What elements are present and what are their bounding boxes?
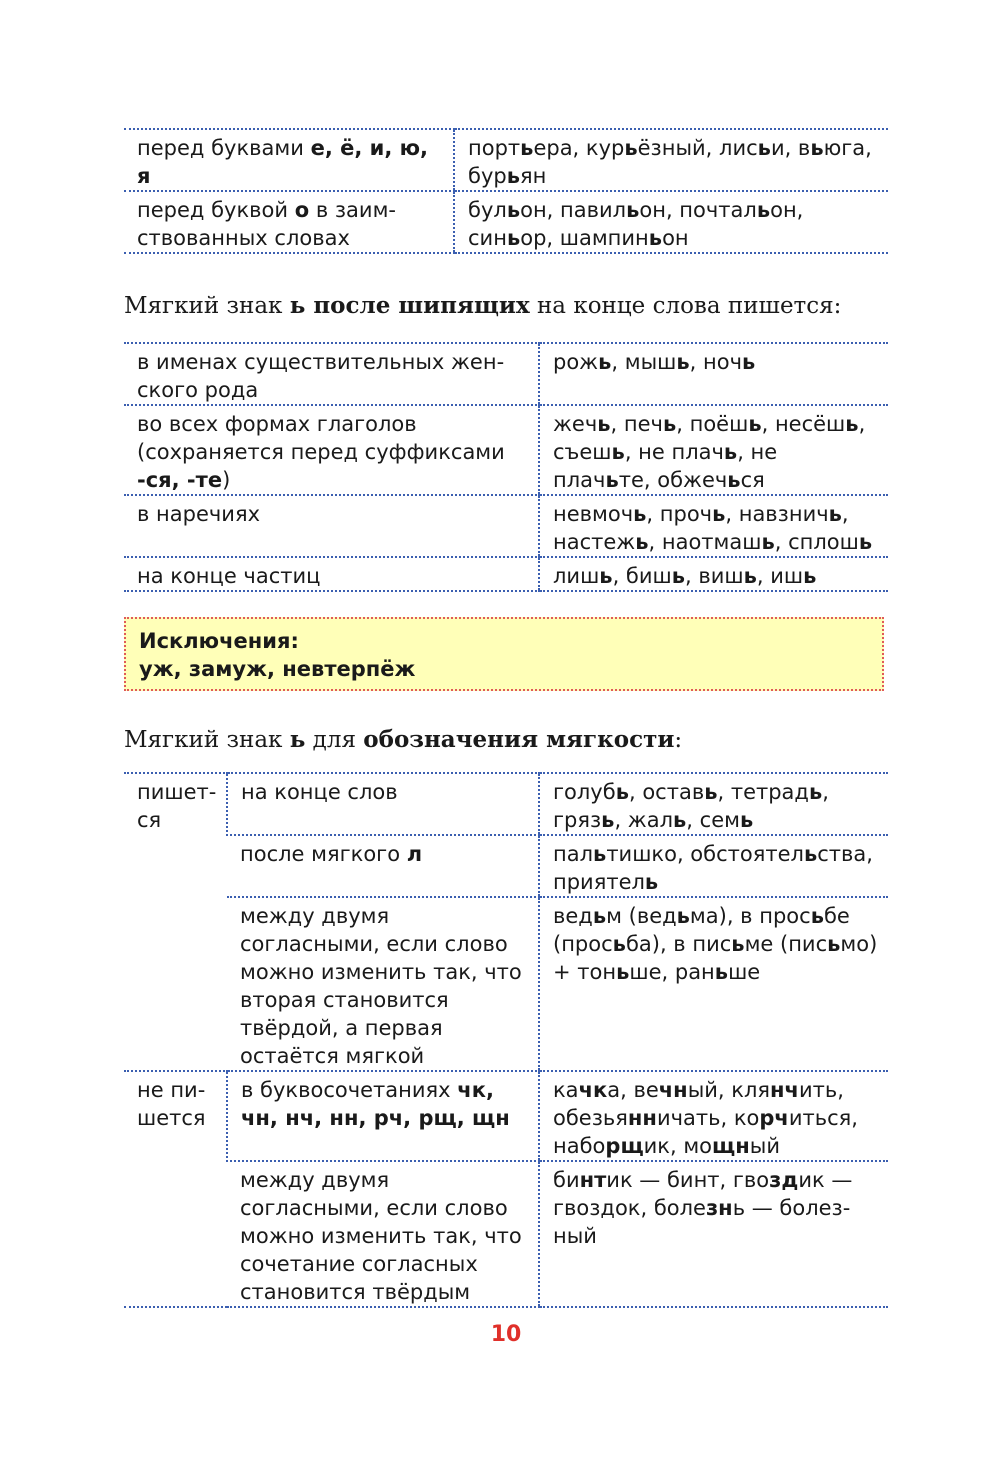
rule-condition-text: перед буквой <box>137 198 295 222</box>
rule-condition-text: после мягкого <box>240 842 407 866</box>
rule-examples-bold: ь <box>611 440 625 464</box>
intro-softness <box>124 725 888 755</box>
rule-examples-text: , навзнич <box>725 502 829 526</box>
rule-examples-bold: ь <box>810 136 824 160</box>
rule-examples-bold: ь <box>803 564 817 588</box>
rule-examples-bold: ь <box>506 198 521 222</box>
rule-examples-text: , ноч <box>689 350 743 374</box>
rule-examples-text: ся <box>740 468 765 492</box>
rule-examples-bold: нч <box>770 1078 799 1102</box>
rule-examples-bold: зн <box>705 1196 733 1220</box>
rule-condition <box>124 495 539 557</box>
rule-condition-text: ) <box>222 468 231 492</box>
rule-examples-bold: ь <box>828 502 842 526</box>
rule-examples-bold: ь <box>648 226 663 250</box>
rule-condition-text: в буквосочетаниях <box>241 1078 458 1102</box>
rule-condition-bold: о <box>294 198 310 222</box>
rule-examples-text: , тетрад <box>717 780 809 804</box>
rule-examples-text: пал <box>553 842 594 866</box>
rule-examples-text: , поёш <box>676 412 749 436</box>
rule-condition-bold: -ся, -те <box>137 468 223 492</box>
rule-examples-bold: ь <box>612 932 626 956</box>
rule-examples-bold: ь <box>757 136 771 160</box>
rule-examples-bold: ь <box>633 502 647 526</box>
rule-examples-bold: рщ <box>605 1134 644 1158</box>
table-row <box>124 405 888 495</box>
table-row <box>124 1071 888 1161</box>
rule-examples-text: м (вед <box>606 904 677 928</box>
rule-examples-text: , виш <box>685 564 744 588</box>
rule-examples-bold: ь <box>644 870 659 894</box>
rule-examples <box>539 897 888 1071</box>
rule-examples-bold: ь <box>635 530 649 554</box>
rule-examples-text: ства, приятел <box>553 842 873 894</box>
rule-examples-bold: ь <box>748 412 762 436</box>
table-row <box>124 773 888 835</box>
rule-examples-bold: ь <box>671 564 686 588</box>
rule-examples-bold: ь <box>592 904 607 928</box>
rule-examples-text: , несёш <box>761 412 846 436</box>
rule-examples-bold: ь <box>626 198 640 222</box>
table-after-sibilants <box>124 342 888 592</box>
rule-examples-text: ёзный, лис <box>637 136 758 160</box>
table-row <box>124 343 888 405</box>
rule-examples-bold: ь <box>676 350 690 374</box>
rule-examples-text: , печ <box>610 412 663 436</box>
rule-condition <box>227 897 539 1071</box>
rule-examples-text: вед <box>553 904 593 928</box>
rule-examples-bold: ь <box>808 780 823 804</box>
rule-examples-text: ка <box>553 1078 579 1102</box>
table3-body <box>124 773 888 1307</box>
rule-condition-text: на конце частиц <box>137 564 321 588</box>
rule-condition-text: перед буквами <box>137 136 311 160</box>
rule-examples-text: ме (пис <box>744 932 828 956</box>
rule-examples-text: , жал <box>614 808 674 832</box>
rule-examples-text: жеч <box>553 412 598 436</box>
rule-examples <box>539 405 888 495</box>
rule-examples-text: мо) + тон <box>553 932 878 984</box>
rule-condition <box>227 1161 539 1307</box>
rule-examples-text: ик — гвоздок, боле <box>553 1168 853 1220</box>
rule-examples-text: иться, набо <box>553 1106 858 1158</box>
rule-examples-text: , наотмаш <box>648 530 762 554</box>
rule-examples-bold: ь <box>739 808 754 832</box>
rule-examples-bold: ь <box>743 564 757 588</box>
rule-examples-bold: ь <box>810 904 824 928</box>
rule-examples-text: тишко, обстоятел <box>606 842 804 866</box>
rule-examples-bold: ь <box>714 960 729 984</box>
rule-examples-bold: чк <box>578 1078 608 1102</box>
rule-examples-text: те, обжеч <box>618 468 728 492</box>
rule-examples-bold: рч <box>759 1106 789 1130</box>
rule-condition <box>124 129 454 191</box>
rule-examples-bold: ь <box>673 808 687 832</box>
rule-examples-text: ше <box>728 960 761 984</box>
rule-condition-bold: е, ё, и, ю, я <box>137 136 429 188</box>
rule-examples <box>539 773 888 835</box>
rule-examples-bold: ь <box>845 412 859 436</box>
intro-text: Мягкий знак <box>124 727 290 753</box>
intro-text: на конце слова пишется: <box>529 293 842 319</box>
table-row <box>124 495 888 557</box>
rule-examples-text: , сплош <box>774 530 859 554</box>
table1-body <box>124 129 888 253</box>
rule-examples-text: ичать, ко <box>656 1106 760 1130</box>
rule-examples <box>539 557 888 591</box>
rule-examples-text: он, почтал <box>639 198 757 222</box>
table2-body <box>124 343 888 591</box>
rule-condition <box>124 557 539 591</box>
rule-condition <box>227 773 539 835</box>
table-after-soft-sign-separating <box>124 128 888 254</box>
rule-condition <box>227 1071 539 1161</box>
rule-examples-bold: щн <box>712 1134 750 1158</box>
intro-text: : <box>674 727 683 753</box>
rule-examples-text: би <box>553 1168 580 1192</box>
intro-text: Мягкий знак <box>124 293 290 319</box>
table-row <box>124 129 888 191</box>
rule-examples-bold: ь <box>601 808 615 832</box>
rule-examples-bold: нн <box>627 1106 657 1130</box>
group-label: не пишется <box>124 1071 227 1307</box>
rule-examples-text: он, син <box>468 198 804 250</box>
rule-examples <box>539 495 888 557</box>
rule-examples-bold: ь <box>520 136 534 160</box>
rule-condition-text: на конце слов <box>241 780 398 804</box>
rule-examples-text: , проч <box>646 502 713 526</box>
rule-examples-text: , съеш <box>553 412 866 464</box>
rule-examples-bold: ь <box>593 842 607 866</box>
rule-examples-text: лиш <box>553 564 600 588</box>
rule-condition-text: в заимствованных словах <box>137 198 396 250</box>
rule-examples-text: ера, кур <box>533 136 625 160</box>
rule-condition-text: между двумя согласными, если слово можно изменить так, что сочетание согласных становится твёрдым <box>240 1168 522 1304</box>
table-row <box>124 1161 888 1307</box>
rule-condition-text: во всех формах глаголов (сохраняется перед суффиксами <box>137 412 505 464</box>
rule-examples-text: ор, шампин <box>520 226 649 250</box>
rule-condition-bold: чк, чн, нч, нн, рч, рщ, щн <box>241 1078 510 1130</box>
rule-examples-bold: ь <box>858 530 873 554</box>
table-row <box>124 835 888 897</box>
rule-condition <box>124 405 539 495</box>
rule-examples-bold: ь <box>712 502 726 526</box>
rule-examples-bold: чн <box>658 1078 688 1102</box>
rule-examples-text: , мыш <box>611 350 677 374</box>
rule-examples-bold: ь <box>599 564 613 588</box>
rule-examples-text: ян <box>520 164 547 188</box>
rule-examples-bold: ь <box>756 198 771 222</box>
rule-examples-bold: ь <box>506 164 520 188</box>
rule-examples <box>454 129 888 191</box>
table-softness <box>124 772 888 1308</box>
rule-condition-text: в именах существительных женского рода <box>137 350 505 402</box>
rule-condition <box>124 343 539 405</box>
exceptions-box <box>124 617 884 691</box>
group-label: пишется <box>124 773 227 1071</box>
rule-examples-bold: ь <box>605 468 619 492</box>
rule-examples-text: ик — бинт, гво <box>606 1168 770 1192</box>
rule-condition-text: между двумя согласными, если слово можно изменить так, что вторая становится твёрдой, а первая остаётся мягкой <box>240 904 522 1068</box>
rule-examples-text: невмоч <box>553 502 634 526</box>
rule-examples-bold: ь <box>727 468 741 492</box>
exceptions-words: уж, замуж, невтерпёж <box>139 657 416 681</box>
rule-examples <box>539 1071 888 1161</box>
rule-examples-text: ый, кля <box>687 1078 771 1102</box>
rule-examples-text: ить, обезья <box>553 1078 844 1130</box>
rule-examples <box>539 835 888 897</box>
rule-examples <box>539 1161 888 1307</box>
rule-examples-text: ма), в прос <box>689 904 811 928</box>
rule-examples-text: , биш <box>612 564 672 588</box>
rule-examples-text: ый <box>749 1134 780 1158</box>
rule-examples-text: порт <box>468 136 521 160</box>
rule-examples-text: ше, ран <box>629 960 715 984</box>
rule-condition-bold: л <box>406 842 423 866</box>
rule-examples-text: юга, бур <box>468 136 872 188</box>
rule-condition-text: в наречиях <box>137 502 261 526</box>
intro-bold: ь <box>289 726 306 753</box>
rule-examples-text: , гряз <box>553 780 829 832</box>
rule-examples-text: ик, мо <box>643 1134 713 1158</box>
rule-examples-bold: ь <box>742 350 756 374</box>
rule-examples-bold: ь <box>662 412 677 436</box>
rule-examples-bold: нт <box>579 1168 607 1192</box>
rule-examples-bold: ь <box>827 932 841 956</box>
rule-examples-bold: ь <box>624 136 638 160</box>
intro-bold: ь после шипящих <box>289 292 530 319</box>
rule-examples-bold: ь <box>803 842 818 866</box>
rule-examples-text: , сем <box>686 808 740 832</box>
rule-examples-text: бул <box>468 198 507 222</box>
rule-examples-bold: ь <box>704 780 718 804</box>
rule-examples-text: , иш <box>756 564 804 588</box>
rule-examples-text: он, павил <box>520 198 627 222</box>
rule-examples-text: бе (прос <box>553 904 850 956</box>
rule-examples-bold: ь <box>597 412 611 436</box>
rule-examples-bold: ь <box>598 350 612 374</box>
rule-examples-bold: ь <box>615 780 629 804</box>
rule-examples-text: ба), в пис <box>625 932 732 956</box>
rule-examples-bold: ь <box>676 904 690 928</box>
table-row <box>124 897 888 1071</box>
table-row <box>124 557 888 591</box>
rule-examples-text: ь — болезный <box>553 1196 851 1248</box>
rule-examples-text: он <box>662 226 689 250</box>
intro-sibilants <box>124 291 888 321</box>
rule-examples-text: а, ве <box>607 1078 659 1102</box>
rule-examples-text: , настеж <box>553 502 849 554</box>
rule-examples <box>539 343 888 405</box>
rule-examples <box>454 191 888 253</box>
intro-bold: обозначения мягкости <box>363 726 675 753</box>
rule-examples-text: , не плач <box>553 440 778 492</box>
table-row <box>124 191 888 253</box>
rule-examples-text: рож <box>553 350 599 374</box>
rule-examples-bold: ь <box>761 530 775 554</box>
rule-examples-bold: ь <box>506 226 521 250</box>
rule-examples-bold: ь <box>731 932 745 956</box>
rule-condition <box>227 835 539 897</box>
rule-examples-text: и, в <box>770 136 811 160</box>
page-number: 10 <box>490 1322 522 1347</box>
rule-examples-bold: ь <box>616 960 630 984</box>
rule-condition <box>124 191 454 253</box>
rule-examples-text: , остав <box>628 780 705 804</box>
rule-examples-bold: ь <box>723 440 738 464</box>
rule-examples-text: голуб <box>553 780 616 804</box>
rule-examples-bold: зд <box>769 1168 799 1192</box>
exceptions-title: Исключения: <box>139 629 299 653</box>
rule-examples-text: , не плач <box>624 440 724 464</box>
intro-text: для <box>305 727 364 753</box>
